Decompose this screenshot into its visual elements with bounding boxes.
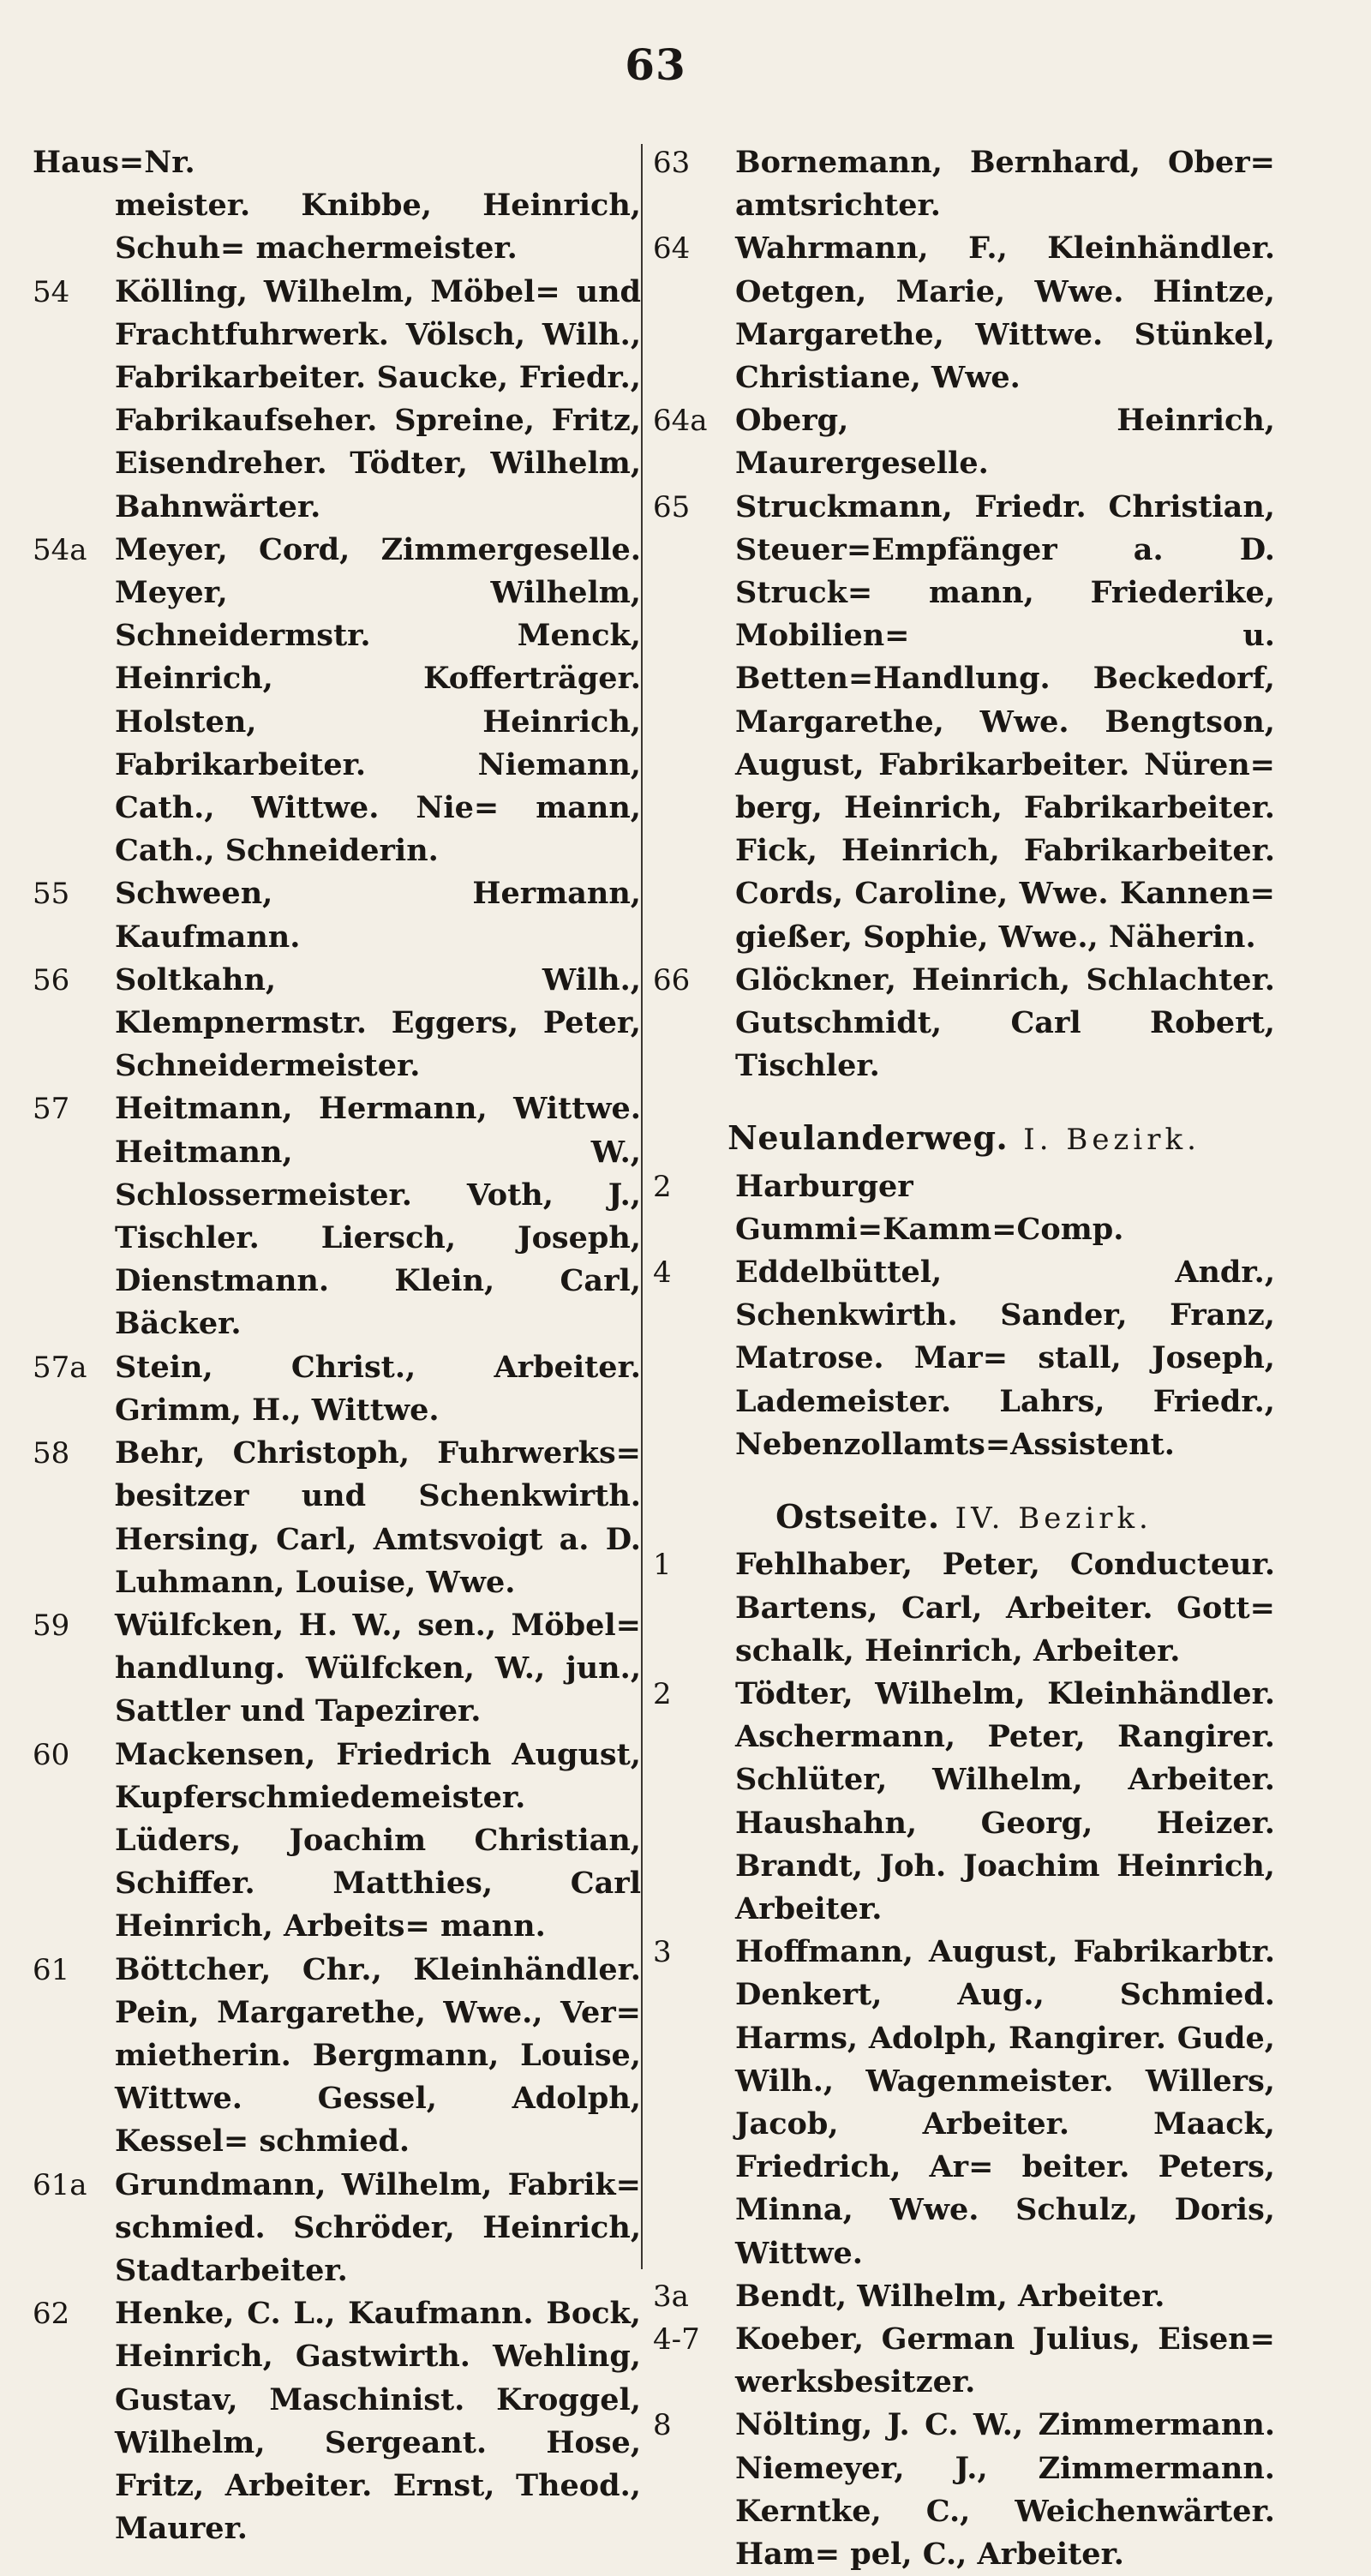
street-name: Ostseite.: [775, 1497, 940, 1537]
house-number: 57a: [33, 1350, 87, 1385]
entry-text: Bendt, Wilhelm, Arbeiter.: [735, 2278, 1165, 2314]
street-name: Neulanderweg.: [727, 1118, 1009, 1158]
right-entries: [653, 141, 1275, 1087]
entry-text: Nölting, J. C. W., Zimmermann. Niemeyer, J., Zimmermann. Kerntke, C., Weichenwärter. Ham= pel, C., Arbeiter.: [735, 2407, 1275, 2572]
street-entries: [653, 1165, 1275, 1466]
entry-text: Kölling, Wilhelm, Möbel= und Frachtfuhrwerk. Völsch, Wilh., Fabrikarbeiter. Saucke, Friedr., Fabrikaufseher. Spreine, Fritz, Eisendreher. Tödter, Wilhelm, Bahnwärter.: [115, 273, 641, 524]
house-number: 61a: [33, 2167, 87, 2202]
entry-text: Eddelbüttel, Andr., Schenkwirth. Sander, Franz, Matrose. Mar= stall, Joseph, Lademeister. Lahrs, Friedr., Nebenzollamts=Assistent.: [735, 1255, 1275, 1462]
house-number: 60: [33, 1737, 70, 1772]
entry-text: Behr, Christoph, Fuhrwerks= besitzer und Schenkwirth. Hersing, Carl, Amtsvoigt a. D. Luhmann, Louise, Wwe.: [115, 1435, 641, 1600]
house-number: 2: [653, 1169, 672, 1204]
directory-entry: [33, 2292, 641, 2550]
entry-text: Harburger Gummi=Kamm=Comp.: [735, 1168, 1124, 1247]
entry-text: Bornemann, Bernhard, Ober= amtsrichter.: [735, 145, 1275, 224]
directory-entry: [653, 1165, 1275, 1251]
house-number: 56: [33, 962, 70, 997]
directory-entry: [653, 399, 1275, 485]
district-label: IV. Bezirk.: [955, 1501, 1152, 1537]
directory-entry: [33, 184, 641, 270]
directory-entry: [653, 141, 1275, 227]
house-number: 4: [653, 1255, 672, 1291]
house-number: 2: [653, 1676, 672, 1711]
entry-text: Wülfcken, H. W., sen., Möbel= handlung. Wülfcken, W., jun., Sattler und Tapezirer.: [115, 1607, 641, 1729]
entry-text: Wahrmann, F., Kleinhändler. Oetgen, Marie, Wwe. Hintze, Margarethe, Wittwe. Stünkel, Christiane, Wwe.: [735, 231, 1275, 396]
entry-text: Hoffmann, August, Fabrikarbtr. Denkert, Aug., Schmied. Harms, Adolph, Rangirer. Gude, Wilh., Wagenmeister. Willers, Jacob, Arbeiter. Maack, Friedrich, Ar= beiter. Peters, Minna, Wwe. Schulz, Doris, Wittwe.: [735, 1934, 1275, 2271]
entry-text: Struckmann, Friedr. Christian, Steuer=Empfänger a. D. Struck= mann, Friederike, Mobilien= u. Betten=Handlung. Beckedorf, Margarethe, Wwe. Bengtson, August, Fabrikarbeiter. Nüren= berg, Heinrich, Fabrikarbeiter. Fick, Heinrich, Fabrikarbeiter. Cords, Caroline, Wwe. Kannen= gießer, Sophie, Wwe., Näherin.: [735, 488, 1275, 955]
directory-entry: [33, 1087, 641, 1345]
entry-text: Schween, Hermann, Kaufmann.: [115, 876, 641, 955]
left-column: [33, 141, 641, 2550]
house-number: 58: [33, 1436, 70, 1471]
street-heading: [653, 1117, 1275, 1161]
house-number: 8: [653, 2408, 672, 2443]
directory-entry: [653, 1543, 1275, 1673]
directory-entry: [653, 2404, 1275, 2576]
page-number: 63: [625, 39, 686, 90]
house-number: 62: [33, 2297, 70, 2332]
street-heading: [653, 1495, 1275, 1540]
directory-entry: [33, 1949, 641, 2164]
house-number: 4-7: [653, 2321, 700, 2357]
house-number: 65: [653, 489, 691, 524]
entry-text: Henke, C. L., Kaufmann. Bock, Heinrich, Gastwirth. Wehling, Gustav, Maschinist. Kroggel, Wilhelm, Sergeant. Hose, Fritz, Arbeiter. Ernst, Theod., Maurer.: [115, 2296, 641, 2547]
house-number: 1: [653, 1548, 672, 1583]
entry-text: meister. Knibbe, Heinrich, Schuh= machermeister.: [115, 188, 641, 267]
right-column: [653, 141, 1275, 2576]
directory-entry: [33, 1346, 641, 1432]
house-number: 61: [33, 1952, 70, 1987]
entry-text: Mackensen, Friedrich August, Kupferschmiedemeister. Lüders, Joachim Christian, Schiffer. Matthies, Carl Heinrich, Arbeits= mann.: [115, 1736, 641, 1944]
entry-text: Grundmann, Wilhelm, Fabrik= schmied. Schröder, Heinrich, Stadtarbeiter.: [115, 2166, 641, 2288]
directory-entry: [33, 1604, 641, 1734]
entry-text: Fehlhaber, Peter, Conducteur. Bartens, Carl, Arbeiter. Gott= schalk, Heinrich, Arbeiter.: [735, 1547, 1275, 1668]
house-number: 66: [653, 962, 691, 997]
house-number: 64: [653, 231, 691, 267]
directory-entry: [33, 2164, 641, 2293]
directory-entry: [33, 529, 641, 873]
directory-entry: [653, 486, 1275, 959]
house-number: 63: [653, 146, 691, 180]
entry-text: Heitmann, Hermann, Wittwe. Heitmann, W., Schlossermeister. Voth, J., Tischler. Liersch, Joseph, Dienstmann. Klein, Carl, Bäcker.: [115, 1091, 641, 1342]
entry-text: Oberg, Heinrich, Maurergeselle.: [735, 403, 1275, 482]
directory-entry: [653, 227, 1275, 399]
entry-text: Soltkahn, Wilh., Klempnermstr. Eggers, Peter, Schneidermeister.: [115, 962, 641, 1084]
directory-entry: [33, 1432, 641, 1604]
district-label: I. Bezirk.: [1023, 1123, 1200, 1158]
directory-entry: [33, 1734, 641, 1949]
column-header: Haus=Nr.: [33, 145, 195, 180]
directory-entry: [33, 872, 641, 958]
house-number: 64a: [653, 404, 708, 439]
house-number: 57: [33, 1092, 70, 1127]
directory-entry: [653, 1931, 1275, 2275]
entry-text: Koeber, German Julius, Eisen= werksbesitzer.: [735, 2321, 1275, 2400]
entry-text: Meyer, Cord, Zimmergeselle. Meyer, Wilhelm, Schneidermstr. Menck, Heinrich, Kofferträger. Holsten, Heinrich, Fabrikarbeiter. Niemann, Cath., Wittwe. Nie= mann, Cath., Schneiderin.: [115, 531, 641, 869]
directory-entry: [653, 1251, 1275, 1466]
directory-entry: [653, 1673, 1275, 1931]
house-number: 3: [653, 1935, 672, 1970]
left-entries: [33, 184, 641, 2550]
directory-entry: [653, 959, 1275, 1088]
directory-entry: [653, 2318, 1275, 2404]
directory-entry: [33, 959, 641, 1088]
directory-entry: [33, 271, 641, 529]
entry-text: Tödter, Wilhelm, Kleinhändler. Aschermann, Peter, Rangirer. Schlüter, Wilhelm, Arbeiter. Haushahn, Georg, Heizer. Brandt, Joh. Joachim Heinrich, Arbeiter.: [735, 1675, 1275, 1926]
house-number: 3a: [653, 2279, 689, 2314]
entry-text: Böttcher, Chr., Kleinhändler. Pein, Margarethe, Wwe., Ver= mietherin. Bergmann, Louise, Wittwe. Gessel, Adolph, Kessel= schmied.: [115, 1951, 641, 2160]
directory-entry: [653, 2275, 1275, 2318]
entry-text: Stein, Christ., Arbeiter. Grimm, H., Wittwe.: [115, 1349, 641, 1428]
house-number: 59: [33, 1608, 70, 1643]
house-number: 55: [33, 877, 70, 912]
column-divider: [641, 144, 643, 2269]
street-entries: [653, 1543, 1275, 2576]
entry-text: Glöckner, Heinrich, Schlachter. Gutschmidt, Carl Robert, Tischler.: [735, 962, 1275, 1084]
house-number: 54a: [33, 532, 87, 567]
house-number: 54: [33, 274, 70, 309]
